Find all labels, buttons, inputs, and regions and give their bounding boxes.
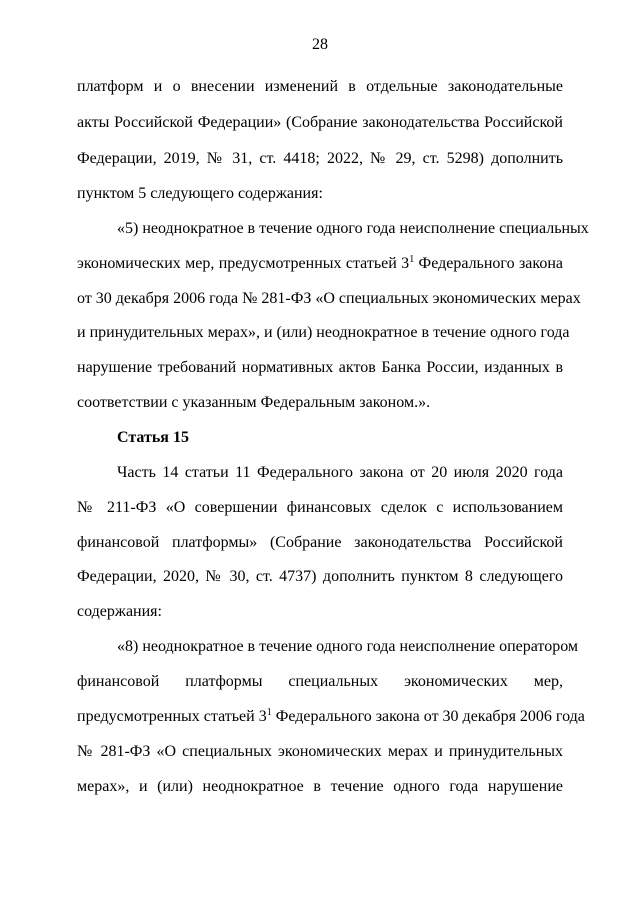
page-number: 28 [312, 36, 328, 53]
text-segment: Федерального закона от 30 декабря 2006 года [271, 708, 585, 725]
paragraph-line: пунктом 5 следующего содержания: [77, 185, 323, 202]
paragraph-line: содержания: [77, 603, 162, 620]
paragraph-line: Часть 14 статьи 11 Федерального закона от 20 июля 2020 года [117, 464, 563, 481]
paragraph-line: акты Российской Федерации» (Собрание законодательства Российской [77, 114, 563, 131]
superscript: 1 [266, 707, 272, 718]
paragraph-line: и принудительных мерах», и (или) неоднократное в течение одного года [77, 324, 570, 341]
paragraph-line: мерах», и (или) неоднократное в течение одного года нарушение [77, 778, 563, 795]
paragraph-line: финансовой платформы» (Собрание законодательства Российской [77, 534, 563, 551]
paragraph-line: Федерации, 2019, № 31, ст. 4418; 2022, № 29, ст. 5298) дополнить [77, 150, 563, 167]
paragraph-line: «8) неоднократное в течение одного года неисполнение оператором [117, 638, 579, 655]
text-segment: экономических мер, предусмотренных статьей 3 [77, 255, 410, 272]
paragraph-line: платформ и о внесении изменений в отдельные законодательные [77, 78, 563, 95]
paragraph-line: «5) неоднократное в течение одного года неисполнение специальных [117, 220, 589, 237]
paragraph-line [77, 706, 585, 728]
paragraph-line [77, 253, 563, 275]
paragraph-line: нарушение требований нормативных актов Банка России, изданных в [77, 359, 563, 376]
text-segment: Федерального закона [414, 255, 564, 272]
superscript: 1 [409, 254, 415, 265]
paragraph-line: соответствии с указанным Федеральным законом.». [77, 394, 431, 411]
paragraph-line: финансовой платформы специальных экономических мер, [77, 673, 563, 690]
paragraph-line: Федерации, 2020, № 30, ст. 4737) дополнить пунктом 8 следующего [77, 568, 563, 585]
paragraph-line: № 211-ФЗ «О совершении финансовых сделок с использованием [77, 499, 563, 516]
paragraph-line: № 281-ФЗ «О специальных экономических мерах и принудительных [77, 743, 563, 760]
text-segment: предусмотренных статьей 3 [77, 708, 267, 725]
article-heading: Статья 15 [117, 429, 189, 446]
paragraph-line: от 30 декабря 2006 года № 281-ФЗ «О специальных экономических мерах [77, 290, 581, 307]
